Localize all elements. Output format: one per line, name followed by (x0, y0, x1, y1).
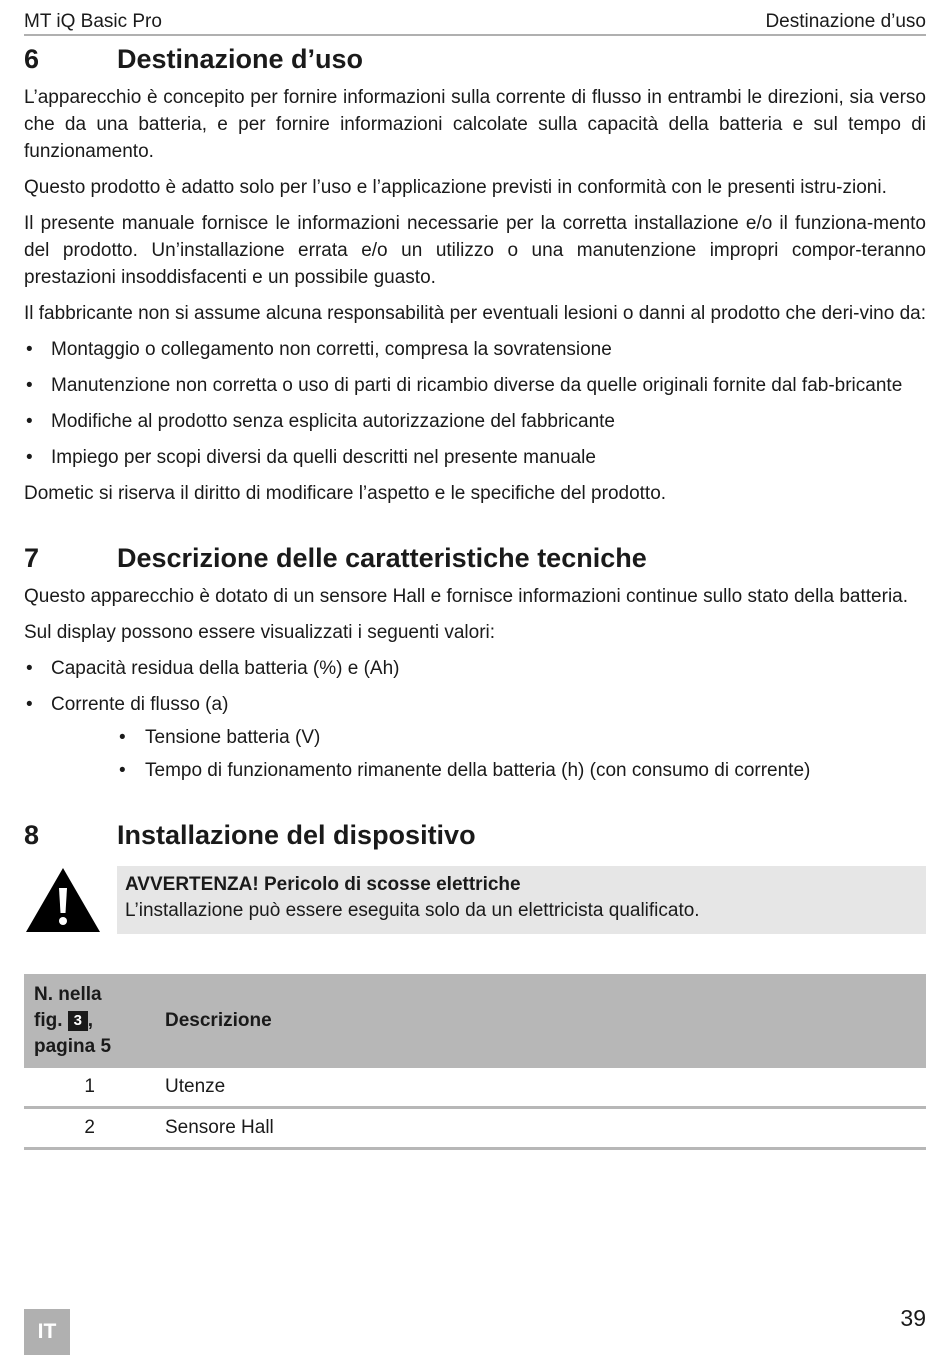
section-title: Installazione del dispositivo (117, 820, 476, 850)
table-header-row (24, 974, 926, 1068)
header-product-name: MT iQ Basic Pro (24, 11, 162, 32)
column-header-number (24, 974, 155, 1068)
liability-list (24, 336, 926, 471)
warning-title: AVVERTENZA! Pericolo di scosse elettriche (125, 874, 521, 895)
section-6-heading (24, 44, 926, 75)
paragraph: Il fabbricante non si assume alcuna responsabilità per eventuali lesioni o danni al prodotto che deri-vino da: (24, 303, 926, 324)
running-header (24, 0, 926, 36)
header-punctuation: , (87, 1010, 94, 1031)
figure-reference-badge: 3 (68, 1011, 88, 1031)
section-number: 7 (24, 543, 40, 573)
table-cell-number: 2 (24, 1108, 155, 1149)
list-item: • Tempo di funzionamento rimanente della batteria (h) (con consumo di corrente) (24, 757, 926, 784)
warning-triangle-icon (24, 866, 117, 934)
section-number: 6 (24, 44, 40, 74)
paragraph: Il presente manuale fornisce le informazioni necessarie per la corretta installazione e/o il funziona-mento del prodotto. Un’installazione errata e/o un utilizzo o una manutenzione impropri compor-teranno prestazioni insoddisfacenti e un possibile guasto. (24, 213, 926, 288)
list-item: • Tensione batteria (V) (24, 724, 926, 751)
page-number: 39 (900, 1305, 926, 1331)
list-item: • Impiego per scopi diversi da quelli descritti nel presente manuale (24, 444, 926, 471)
header-line: fig. (34, 1010, 63, 1031)
table-row (24, 1068, 926, 1108)
header-section-name: Destinazione d’uso (765, 11, 926, 32)
paragraph: Questo prodotto è adatto solo per l’uso e l’applicazione previsti in conformità con le presenti istru-zioni. (24, 177, 887, 198)
paragraph: Questo apparecchio è dotato di un sensore Hall e fornisce informazioni continue sullo stato della batteria. (24, 586, 909, 607)
list-item: • Modifiche al prodotto senza esplicita autorizzazione del fabbricante (24, 408, 926, 435)
table-cell-description: Sensore Hall (155, 1108, 926, 1149)
section-7-heading (24, 543, 926, 574)
section-title: Destinazione d’uso (117, 44, 364, 74)
paragraph: Dometic si riserva il diritto di modificare l’aspetto e le specifiche del prodotto. (24, 483, 667, 504)
section-title: Descrizione delle caratteristiche tecniche (117, 543, 647, 573)
paragraph: Sul display possono essere visualizzati i seguenti valori: (24, 622, 496, 643)
table-cell-description: Utenze (155, 1068, 926, 1108)
warning-text: L’installazione può essere eseguita solo da un elettricista qualificato. (125, 900, 700, 921)
list-item: • Montaggio o collegamento non corretti, compresa la sovratensione (24, 336, 926, 363)
display-values-sublist (24, 724, 926, 784)
warning-box (117, 866, 926, 934)
list-item: • Corrente di flusso (a) (24, 691, 926, 718)
list-item: • Capacità residua della batteria (%) e (Ah) (24, 655, 926, 682)
paragraph: L’apparecchio è concepito per fornire informazioni sulla corrente di flusso in entrambi le direzioni, sia verso che da una batteria, e per fornire informazioni calcolate sulla capacità della batteria e sul tempo di funzionamento. (24, 87, 926, 162)
warning-notice (24, 866, 926, 934)
column-header-description: Descrizione (155, 974, 926, 1068)
figure-legend-table (24, 974, 926, 1150)
display-values-list (24, 655, 926, 718)
language-tab: IT (24, 1309, 70, 1355)
header-line: N. nella (34, 984, 102, 1005)
page (24, 0, 926, 1150)
table-row (24, 1108, 926, 1149)
section-number: 8 (24, 820, 40, 850)
section-8-heading (24, 820, 926, 851)
header-line: pagina 5 (34, 1036, 112, 1057)
list-item: • Manutenzione non corretta o uso di parti di ricambio diverse da quelle originali fornite dal fab-bricante (24, 372, 926, 399)
table-cell-number: 1 (24, 1068, 155, 1108)
